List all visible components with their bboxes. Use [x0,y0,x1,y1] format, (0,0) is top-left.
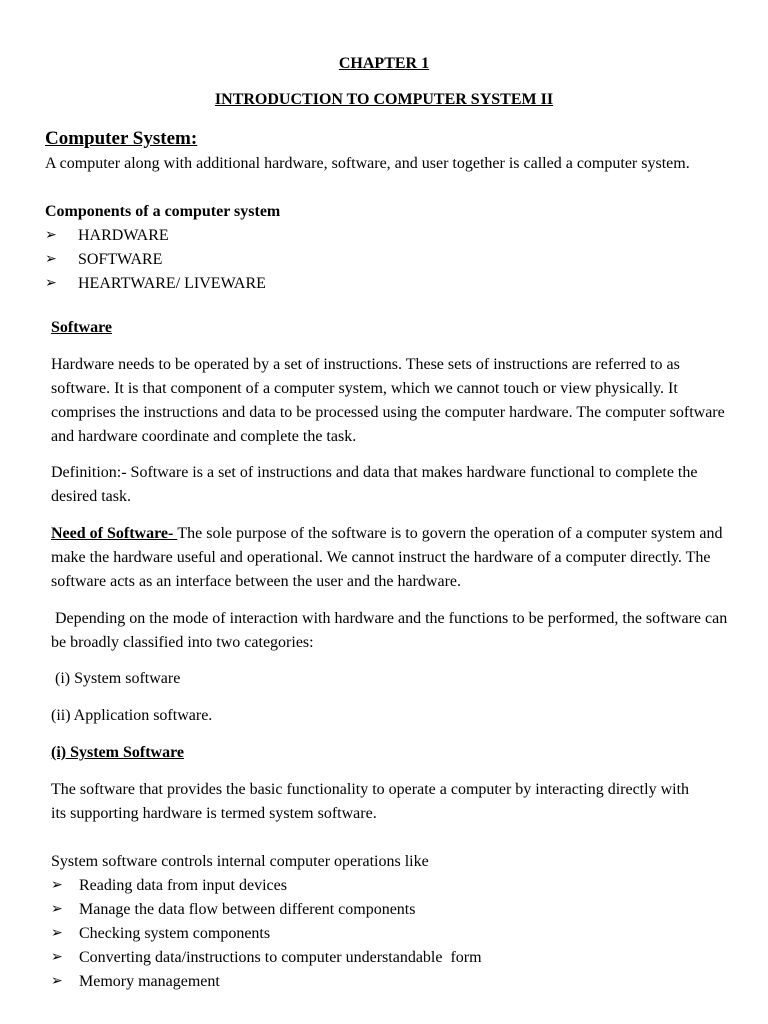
system-software-intro: System software controls internal computer operations like [51,853,429,870]
system-software-paragraph: The software that provides the basic functionality to operate a computer by interacting directly with its supporting hardware is termed system software. [51,781,690,822]
software-heading: Software [51,319,113,336]
system-software-list [51,874,741,994]
arrow-bullet-icon: ➢ [51,974,63,989]
categories-intro: Depending on the mode of interaction with hardware and the functions to be performed, the software can be broadly classified into two categories: [51,610,732,651]
list-item: ➢ HEARTWARE/ LIVEWARE [45,272,445,296]
need-label: Need of Software- [51,525,178,542]
need-text: The sole purpose of the software is to govern the operation of a computer system and make the hardware useful and operational. We cannot instruct the hardware of a computer directly. The software acts as an interface between the user and the hardware. [51,525,723,590]
computer-system-text: A computer along with additional hardware, software, and user together is called a computer system. [45,155,690,172]
list-item: ➢ SOFTWARE [45,248,445,272]
software-definition: Definition:- Software is a set of instructions and data that makes hardware functional to complete the desired task. [51,464,698,505]
arrow-bullet-icon: ➢ [51,950,63,965]
components-list [45,224,445,296]
list-item: ➢ HARDWARE [45,224,445,248]
arrow-bullet-icon: ➢ [51,878,63,893]
need-of-software [51,522,741,594]
computer-system-heading: Computer System: [45,128,198,149]
list-item: ➢ Memory management [51,970,741,994]
software-paragraph: Hardware needs to be operated by a set of instructions. These sets of instructions are referred to as software. It is that component of a computer system, which we cannot touch or view physically. It comprises the instructions and data to be processed using the computer hardware. The computer software and hardware coordinate and complete the task. [51,356,725,445]
arrow-bullet-icon: ➢ [45,252,57,267]
arrow-bullet-icon: ➢ [45,276,57,291]
list-item: ➢ Checking system components [51,922,741,946]
list-item: ➢ Converting data/instructions to computer understandable form [51,946,741,970]
chapter-subtitle: INTRODUCTION TO COMPUTER SYSTEM II [214,91,554,108]
category-system: (i) System software [51,670,181,687]
arrow-bullet-icon: ➢ [45,228,57,243]
list-item: ➢ Manage the data flow between different components [51,898,741,922]
chapter-title: CHAPTER 1 [338,55,430,72]
category-application: (ii) Application software. [51,707,213,724]
arrow-bullet-icon: ➢ [51,902,63,917]
arrow-bullet-icon: ➢ [51,926,63,941]
list-item: ➢ Reading data from input devices [51,874,741,898]
system-software-heading: (i) System Software [51,744,185,761]
components-heading: Components of a computer system [45,203,281,220]
